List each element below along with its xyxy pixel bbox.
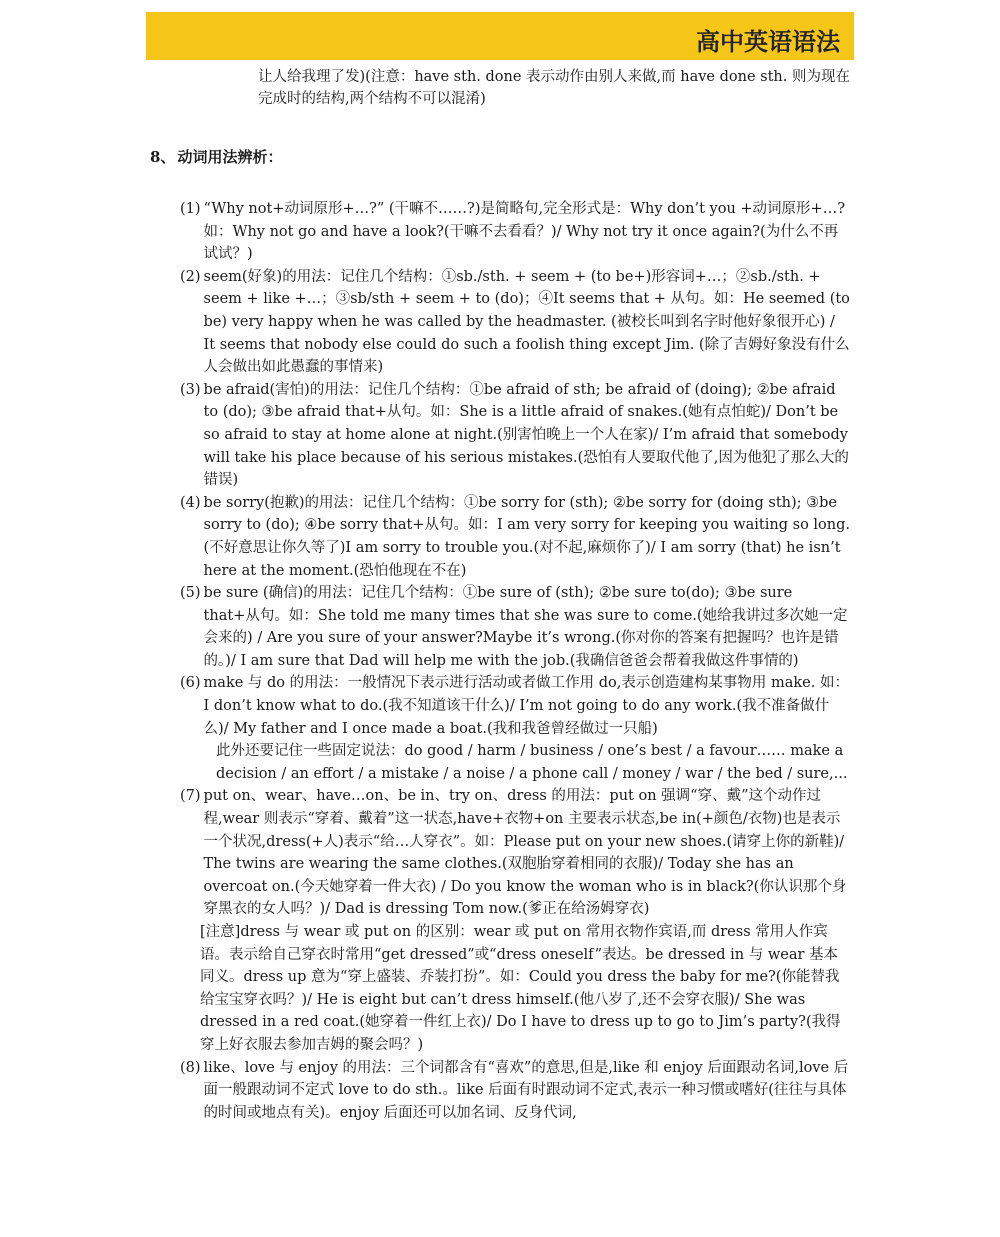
section-title: 动词用法辨析： (177, 148, 283, 166)
list-item (180, 492, 850, 582)
item-text: “Why not+动词原形+…?” (干嘛不……?)是简略句,完全形式是：Why don’t you +动词原形+…?如：Why not go and have a look?(干嘛不去看看？)/ Why not try it once again?(为什么不再试试？) (203, 201, 845, 263)
note-paragraph: [注意]dress 与 wear 或 put on 的区别：wear 或 put on 常用衣物作宾语,而 dress 常用人作宾语。表示给自己穿衣时常用“get dressed”或“dress oneself”表达。be dressed in 与 wear 基本同义。dress up 意为“穿上盛装、乔装打扮”。如：Could you dress the baby for me?(你能替我给宝宝穿衣吗？)/ He is eight but can’t dress himself.(他八岁了,还不会穿衣服)/ She was dressed in a red coat.(她穿着一件红上衣)/ Do I have to dress up to go to Jim’s party?(我得穿上好衣服去参加吉姆的聚会吗？) (200, 924, 841, 1053)
usage-list (180, 198, 850, 1124)
list-item (180, 582, 850, 672)
section-number: 8、 (150, 148, 176, 166)
item-text: be sorry(抱歉)的用法：记住几个结构：①be sorry for (sth); ②be sorry for (doing sth); ③be sorry to (do); ④be sorry that+从句。如：I am very sorry for keeping you waiting so long.(不好意思让你久等了)I am sorry to trouble you.(对不起,麻烦你了)/ I am sorry (that) he isn’t here at the moment.(恐怕他现在不在) (203, 494, 851, 579)
item-number: (7) (180, 788, 201, 805)
item-text: like、love 与 enjoy 的用法：三个词都含有“喜欢”的意思,但是,like 和 enjoy 后面跟动名词,love 后面一般跟动词不定式 love to do sth.。like 后面有时跟动词不定式,表示一种习惯或嗜好(往往与具体的时间或地点有关)。enjoy 后面还可以加名词、反身代词, (203, 1059, 849, 1121)
item-text: put on、wear、have…on、be in、try on、dress 的用法：put on 强调“穿、戴”这个动作过程,wear 则表示“穿着、戴着”这一状态,have+衣物+on 主要表示状态,be in(+颜色/衣物)也是表示一个状况,dress(+人)表示“给…人穿衣”。如：Please put on your new shoes.(请穿上你的新鞋)/ The twins are wearing the same clothes.(双胞胎穿着相同的衣服)/ Today she has an overcoat on.(今天她穿着一件大衣) / Do you know the woman who is in black?(你认识那个身穿黑衣的女人吗？)/ Dad is dressing Tom now.(爹正在给汤姆穿衣) (203, 788, 847, 918)
list-item (180, 785, 850, 921)
section-heading (150, 146, 282, 167)
header-bar (146, 12, 854, 60)
intro-paragraph: 让人给我理了发)(注意：have sth. done 表示动作由别人来做,而 have done sth. 则为现在完成时的结构,两个结构不可以混淆) (258, 69, 850, 107)
item-number: (5) (180, 585, 201, 602)
item-number: (4) (180, 494, 201, 511)
list-item (180, 379, 850, 492)
item-number: (1) (180, 201, 201, 217)
list-item (180, 1057, 850, 1125)
item-text: be afraid(害怕)的用法：记住几个结构：①be afraid of sth; be afraid of (doing); ②be afraid to (do); ③be afraid that+从句。如：She is a little afraid of snakes.(她有点怕蛇)/ Don’t be so afraid to stay at home alone at night.(别害怕晚上一个人在家)/ I’m afraid that somebody will take his place because of his serious mistakes.(恐怕有人要取代他了,因为他犯了那么大的错误) (203, 381, 849, 489)
item-text: make 与 do 的用法：一般情况下表示进行活动或者做工作用 do,表示创造建构某事物用 make. 如：I don’t know what to do.(我不知道该干什么)/ I’m not going to do any work.(我不准备做什么)/ My father and I once made a boat.(我和我爸曾经做过一只船) (203, 675, 849, 737)
item-number: (6) (180, 675, 201, 692)
list-item (180, 198, 850, 266)
item-number: (8) (180, 1059, 201, 1076)
item-text: seem(好象)的用法：记住几个结构：①sb./sth. + seem + (to be+)形容词+…；②sb./sth. + seem + like +…；③sb/sth + seem + to (do)；④It seems that + 从句。如：He seemed (to be) very happy when he was called by the headmaster. (被校长叫到名字时他好象很开心) / It seems that nobody else could do such a foolish thing except Jim. (除了吉姆好象没有什么人会做出如此愚蠢的事情来) (203, 268, 850, 376)
fixed-expressions: 此外还要记住一些固定说法：do good / harm / business / one’s best / a favour…… make a decision / an effort / a mistake / a noise / a phone call / money / war / the bed / sure,... (216, 743, 848, 782)
page-header-title: 高中英语语法 (696, 28, 840, 56)
list-item (180, 672, 850, 740)
item-text: be sure (确信)的用法：记住几个结构：①be sure of (sth); ②be sure to(do); ③be sure that+从句。如：She told me many times that she was sure to come.(她给我讲过多次她一定会来的) / Are you sure of your answer?Maybe it’s wrong.(你对你的答案有把握吗？也许是错的。)/ I am sure that Dad will help me with the job.(我确信爸爸会帮着我做这件事情的) (203, 585, 848, 669)
item-number: (2) (180, 268, 201, 285)
list-item (180, 266, 850, 379)
item-number: (3) (180, 381, 201, 398)
